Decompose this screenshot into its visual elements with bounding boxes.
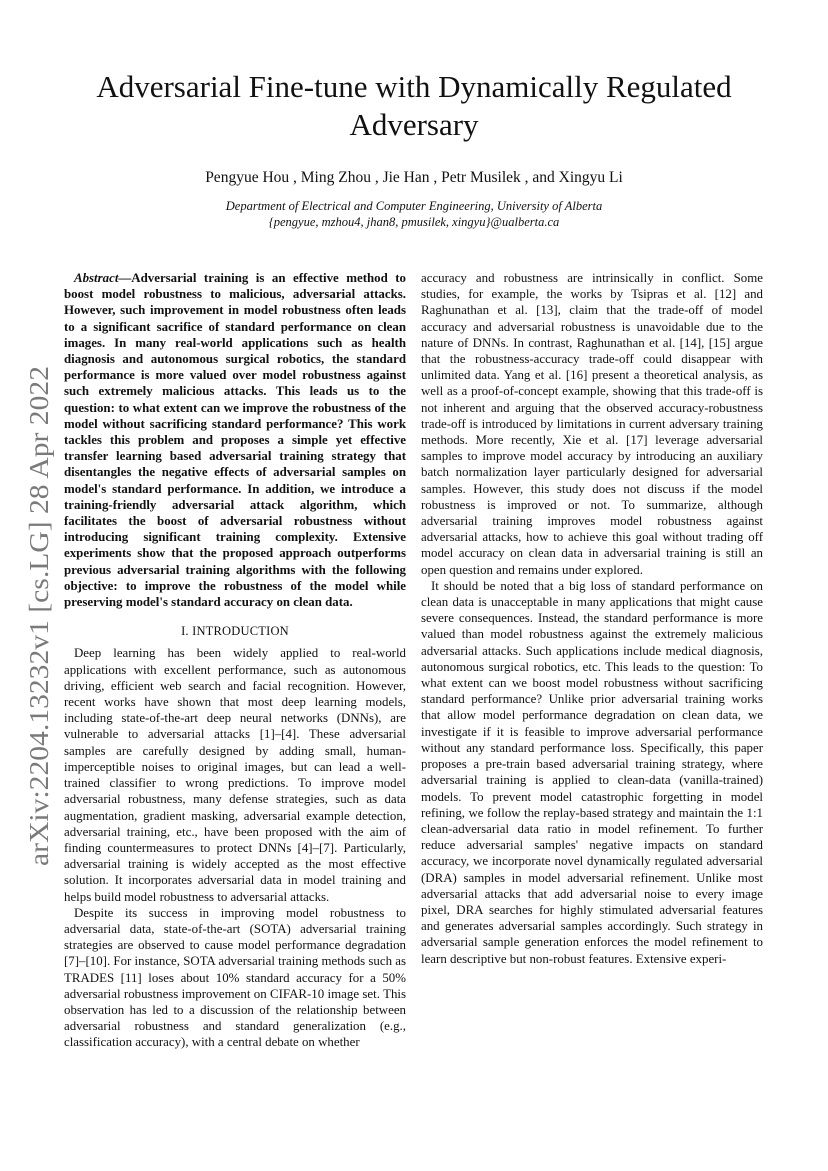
- arxiv-stamp: [21, 364, 57, 868]
- affiliation-emails: {pengyue, mzhou4, jhan8, pmusilek, xingyu}@ualberta.ca: [268, 215, 560, 229]
- section-heading-introduction: I. INTRODUCTION: [181, 624, 289, 639]
- arxiv-stamp-text: arXiv:2204.13232v1 [cs.LG] 28 Apr 2022: [23, 401, 54, 866]
- left-column: [64, 270, 406, 1051]
- abstract-label: Abstract: [74, 271, 119, 285]
- intro-paragraph-1: Deep learning has been widely applied to real-world applications with excellent performance, such as autonomous driving, efficient web search and facial recognition. However, recent works have shown that most deep learning models, including state-of-the-art deep neural networks (DNNs), are vulnerable to adversarial attacks [1]–[4]. These adversarial samples are carefully designed by adding small, human-imperceptible noises to original images, but can lead a well-trained classifier to wrong predictions. To improve model adversarial robustness, many defense strategies, such as data augmentation, gradient masking, adversarial example detection, adversarial training, etc., have been proposed with the aim of finding countermeasures to protect DNNs [4]–[7]. Particularly, adversarial training is widely accepted as the most effective solution. It incorporates adversarial data in model training and helps build model robustness to adversarial attacks.: [64, 646, 406, 904]
- paper-title: Adversarial Fine-tune with Dynamically Regulated Adversary: [96, 69, 732, 142]
- intro-paragraph-4: It should be noted that a big loss of standard performance on clean data is unacceptable in many applications that might cause severe consequences. Instead, the standard performance is more valued than model robustness against the extremely malicious adversarial attacks. Such applications include medical diagnosis, autonomous surgical robotics, etc. This leads to the question: To what extent can we boost model robustness without sacrificing standard performance? Unlike prior adversarial training works that allow model performance degradation on clean data, we investigate if it is feasible to improve adversarial performance without any standard performance loss. Specifically, this paper proposes a pre-train based adversarial training strategy, where adversarial training is applied to clean-data (vanilla-trained) models. To prevent model catastrophic forgetting in model refining, we follow the replay-based strategy and maintain the 1:1 clean-adversarial data ratio in model refinement. To further reduce adversarial samples' negative impacts on standard accuracy, we incorporate novel dynamically regulated adversarial (DRA) samples in model adversarial refinement. Unlike most adversarial attacks that add adversarial noise to every image pixel, DRA searches for highly stimulated adversarial features and generates adversarial samples accordingly. Such strategy in adversarial sample generation enforces the model refinement to learn descriptive but non-robust features. Extensive experi-: [421, 578, 763, 966]
- author-list: Pengyue Hou , Ming Zhou , Jie Han , Petr Musilek , and Xingyu Li: [205, 169, 623, 186]
- abstract-text: —Adversarial training is an effective method to boost model robustness to malicious, adversarial attacks. However, such improvement in model robustness often leads to a significant sacrifice of standard performance on clean images. In many real-world applications such as health diagnosis and autonomous surgical robotics, the standard performance is more valued over model robustness against such extremely malicious attacks. This leads us to the question: to what extent can we improve the robustness of the model without sacrificing standard performance? This work tackles this problem and proposes a simple yet effective transfer learning based adversarial training strategy that disentangles the negative effects of adversarial samples on model's standard performance. In addition, we introduce a training-friendly adversarial attack algorithm, which facilitates the boost of adversarial robustness without introducing significant training complexity. Extensive experiments show that the proposed approach outperforms previous adversarial training algorithms with the following objective: to improve the robustness of the model while preserving model's standard accuracy on clean data.: [64, 271, 406, 610]
- intro-paragraph-2: Despite its success in improving model robustness to adversarial data, state-of-the-art (SOTA) adversarial training strategies are observed to cause model performance degradation [7]–[10]. For instance, SOTA adversarial training methods such as TRADES [11] loses about 10% standard accuracy for a 50% adversarial robustness improvement on CIFAR-10 image set. This observation has led to a discussion of the relationship between adversarial robustness and standard generalization (e.g., classification accuracy), with a central debate on whether: [64, 905, 406, 1050]
- right-column: [421, 270, 763, 967]
- affiliation-department: Department of Electrical and Computer Engineering, University of Alberta: [225, 199, 603, 213]
- affiliation: [40, 198, 788, 230]
- intro-paragraph-3: accuracy and robustness are intrinsically in conflict. Some studies, for example, the works by Tsipras et al. [12] and Raghunathan et al. [13], claim that the trade-off of model accuracy and adversarial robustness is unavoidable due to the nature of DNNs. In contrast, Raghunathan et al. [14], [15] argue that the robustness-accuracy trade-off could disappear with unlimited data. Yang et al. [16] present a theoretical analysis, as well as a proof-of-concept example, showing that this trade-off is not inherent and arguing that the observed accuracy-robustness trade-off is introduced by limitations in current adversary training methods. More recently, Xie et al. [17] leverage adversarial samples to improve model accuracy by introducing an auxiliary batch normalization layer particularly designed for adversarial samples. However, this study does not discuss if the model robustness is improved or not. To summarize, although adversarial training improves model robustness against adversarial attacks, how to achieve this goal without trading off model accuracy on clean data in adversarial training is still an open question and remains under explored.: [421, 271, 763, 577]
- abstract: [64, 270, 406, 610]
